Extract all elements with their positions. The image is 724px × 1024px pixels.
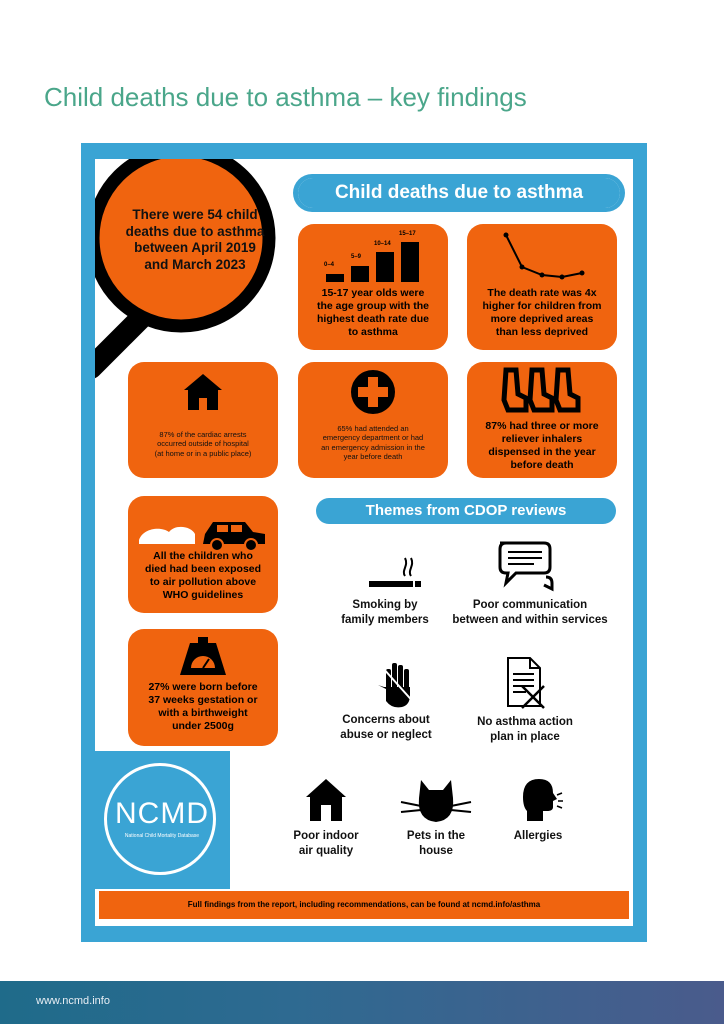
total-deaths-text: There were 54 child deaths due to asthma between April 2019 and March 2023 [125, 207, 265, 273]
inhaler-text: 87% had three or more reliever inhalers dispensed in the year before death [485, 420, 599, 472]
deprivation-text: The death rate was 4x higher for children from more deprived areas than less deprived [482, 287, 602, 339]
theme-action-plan-label: No asthma action plan in place [477, 716, 573, 743]
weighing-scale-icon [178, 635, 228, 679]
ncmd-logo-subtitle: National Child Mortality Database [124, 833, 200, 839]
sneeze-head-icon [513, 775, 563, 825]
ncmd-logo-text: NCMD [115, 797, 209, 830]
cardiac-arrest-text: 87% of the cardiac arrests occurred outside of hospital (at home or in a public place) [154, 430, 252, 458]
hand-stop-icon [372, 659, 422, 711]
age-group-card [298, 224, 448, 350]
house-icon [183, 372, 223, 412]
emergency-text: 65% had attended an emergency department or had an emergency admission in the year before death [321, 424, 425, 462]
poster-canvas [95, 159, 633, 926]
footer-url[interactable]: www.ncmd.info [36, 995, 110, 1007]
inhaler-icon [500, 366, 586, 416]
bar-label-5-9: 5–9 [351, 254, 362, 260]
air-pollution-text: All the children who died had been exposed to air pollution above WHO guidelines [144, 550, 262, 602]
page-title: Child deaths due to asthma – key findings [44, 82, 527, 112]
cigarette-icon [365, 552, 425, 592]
infographic-poster [81, 143, 647, 942]
air-pollution-card [128, 496, 278, 613]
cardiac-arrest-card [128, 362, 278, 478]
bar-label-10-14: 10–14 [374, 241, 391, 247]
emergency-card [298, 362, 448, 478]
poster-heading-pill [293, 174, 625, 212]
declining-line-icon [492, 230, 592, 286]
speech-bubbles-icon [494, 537, 556, 593]
theme-pets-label: Pets in the house [406, 830, 466, 857]
bar-label-15-17: 15–17 [399, 231, 416, 237]
poster-heading: Child deaths due to asthma [298, 178, 620, 208]
theme-communication-label: Poor communication between and within services [452, 599, 608, 626]
cat-icon [399, 776, 473, 826]
theme-smoking-label: Smoking by family members [341, 599, 429, 626]
findings-link-bar: Full findings from the report, including recommendations, can be found at ncmd.info/asthma [99, 891, 629, 919]
medical-cross-icon [350, 369, 396, 415]
theme-allergies-label: Allergies [513, 830, 563, 842]
inhaler-card [467, 362, 617, 478]
premature-birth-card [128, 629, 278, 746]
site-footer [0, 981, 724, 1024]
car-exhaust-icon [133, 514, 273, 554]
theme-indoor-air-label: Poor indoor air quality [293, 830, 359, 857]
premature-birth-text: 27% were born before 37 weeks gestation or with a birthweight under 2500g [148, 681, 258, 733]
themes-heading: Themes from CDOP reviews [316, 498, 616, 524]
age-group-text: 15-17 year olds were the age group with the highest death rate due to asthma [316, 287, 430, 339]
house-icon [304, 777, 348, 825]
ncmd-logo-block [95, 751, 230, 889]
deprivation-card [467, 224, 617, 350]
theme-abuse-label: Concerns about abuse or neglect [340, 714, 432, 741]
bar-label-0-4: 0–4 [324, 262, 335, 268]
no-document-icon [502, 656, 548, 710]
